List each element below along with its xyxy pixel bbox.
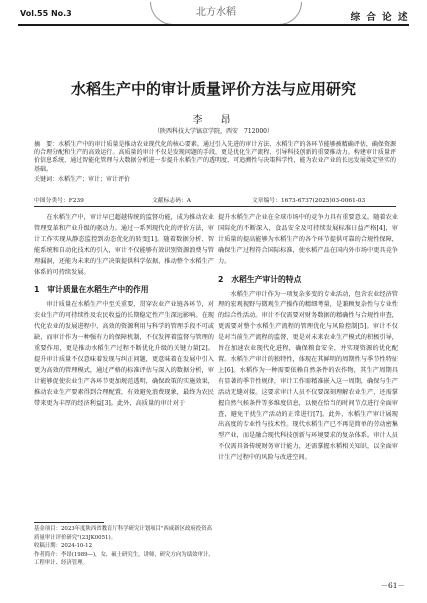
document-code: 文献标志码：A: [152, 198, 191, 204]
intro-paragraph: 在水稻生产中，审计早已超越传统的监督功能，成为推动农业管理变革和产业升级的驱动力。通过一系列现代化的评价方法，审计工作实现从静态监控到动态优化的转变[1]。随着数据分析、智能系统和自动化技术的引入，审计不仅能够有效识别资源浪费与管理漏洞，还能为未来的生产决策提供科学依据，推动整个水稻生产体系的可持续发展。: [34, 214, 214, 276]
article-number: 文章编号：1673-6737(2025)03-0061-03: [252, 198, 366, 204]
footnote-rule: [34, 522, 104, 523]
left-column: [34, 213, 214, 410]
continued-paragraph: 提升水稻生产企业在全球市场中的竞争力具有重要意义。随着农业国际化的不断深入，食品安全及可持续发展标准日益严格[4]，审计质量的提高能够为水稻生产的各个环节提供可靠的合规性保障，确保生产过程符合国际标准，使水稻产品在国内外市场中更具竞争力。: [218, 214, 398, 265]
fund-note: 基金项目：2023年度陕西省教育厅科学研究计划项目"西咸新区政府投资高质量审计评价研究"(23JK0051)。: [34, 526, 212, 541]
affiliation: （陕西科技大学镐京学院，西安 712000）: [154, 128, 273, 135]
keywords: 关键词：水稻生产；审计；审计评价: [34, 176, 131, 183]
author-name: 李 昂: [192, 115, 235, 126]
section-2-heading: 2 水稻生产审计的特点: [218, 274, 302, 284]
section-1-paragraph: 审计质量在水稻生产中至关重要，贯穿农业产业链各环节，对农业生产的可持续性及农民收益的长期稳定性产生深远影响。在现代化农业的发展进程中，高效的资源利用与科学的管理手段不可或缺，而审计作为一种强有力的保障机制，不仅发挥着监督与管理的重要作用，更是推动水稻生产过程不断优化升级的关键力量[2]。提升审计质量不仅意味着发现与纠正问题，更意味着在发展中引入更为高效的管理模式，通过严格的标准评估与深入的数据分析，审计能够促使农业生产各环节更加规范透明，确保政策的实施效果，推动农业生产要素得到合理配置，有效避免浪费现象，最终为农民带来更为丰厚的经济利益[3]。此外，高质量的审计对于: [34, 301, 214, 407]
section-1-heading: 1 审计质量在水稻生产中的作用: [34, 285, 149, 295]
volume-issue: Vol.55 No.3: [20, 9, 72, 18]
clc-number: 中图分类号：F239: [34, 198, 84, 204]
section-2-paragraph: 水稻生产审计作为一项复杂多变的专业活动，包含农业经济管理的宏观视野与微观生产操作的精细考量，是兼顾复杂性与专业性的综合性活动。审计不仅需要对财务数据的精确性与合规性审查，更需要对整个水稻生产流程的管理优化与风险控制[5]。审计不仅是对当前生产流程的监督，更是对未来农业生产模式的积极引导，旨在加速农业现代化进程，确保粮食安全，并实现资源的优化配置。水稻生产审计的独特性，体现在其鲜明的周期性与季节性特征上[6]。水稻作为一种需要依赖自然条件的农作物，其生产周期具有显著的季节性规律，审计工作需精准嵌入这一周期，确保与生产活动无缝对接。这要求审计人员不仅要深刻理解农业生产，还需掌握自然气候条件等多维度信息，以便在恰当的时间节点进行全面审查，避免干扰生产活动的正常进行[7]。此外，水稻生产审计展现出高度的专业性与技术性。现代水稻生产已不再是简单的劳动密集型产业，而是融合现代科技创新与环境要求的复杂体系。审计人员不仅需具备传统财务审计能力，还需掌握水稻相关知识，以全面审计生产过程中的风险与改进空间。: [218, 290, 398, 462]
meta-divider: [34, 206, 396, 207]
journal-name: 北方水稻: [196, 7, 236, 18]
page-number: －61－: [380, 581, 405, 590]
abstract: 摘 要：水稻生产中的审计质量是推动农业现代化的核心要素。通过引入先进的审计方法、水稻生产的各环节能够被精确评估，确保资源的合理分配和生产的高效运行。高质量的审计不仅是发现问题的手段，更是优化生产流程、引导科技创新的重要推动力。构建审计质量评价信息系统，通过智能化管理与大数据分析进一步提升水稻生产的透明度、可追溯性与决策科学性，能为农业产业的长远发展奠定坚实的基础。: [34, 141, 396, 173]
running-header: [0, 0, 427, 30]
right-column: [218, 213, 398, 464]
author-bio: 作者简介：李昂(1989—)，女，硕士研究生，讲师，研究方向为绩效审计、工程审计、经济管理。: [34, 551, 214, 567]
footnotes: [34, 525, 214, 568]
header-rule: [18, 24, 409, 26]
article-title: 水稻生产中的审计质量评价方法与应用研究: [70, 80, 356, 98]
section-label: 综 合 论 述: [350, 12, 409, 23]
received-date: 收稿日期：2024-10-12: [34, 543, 93, 550]
